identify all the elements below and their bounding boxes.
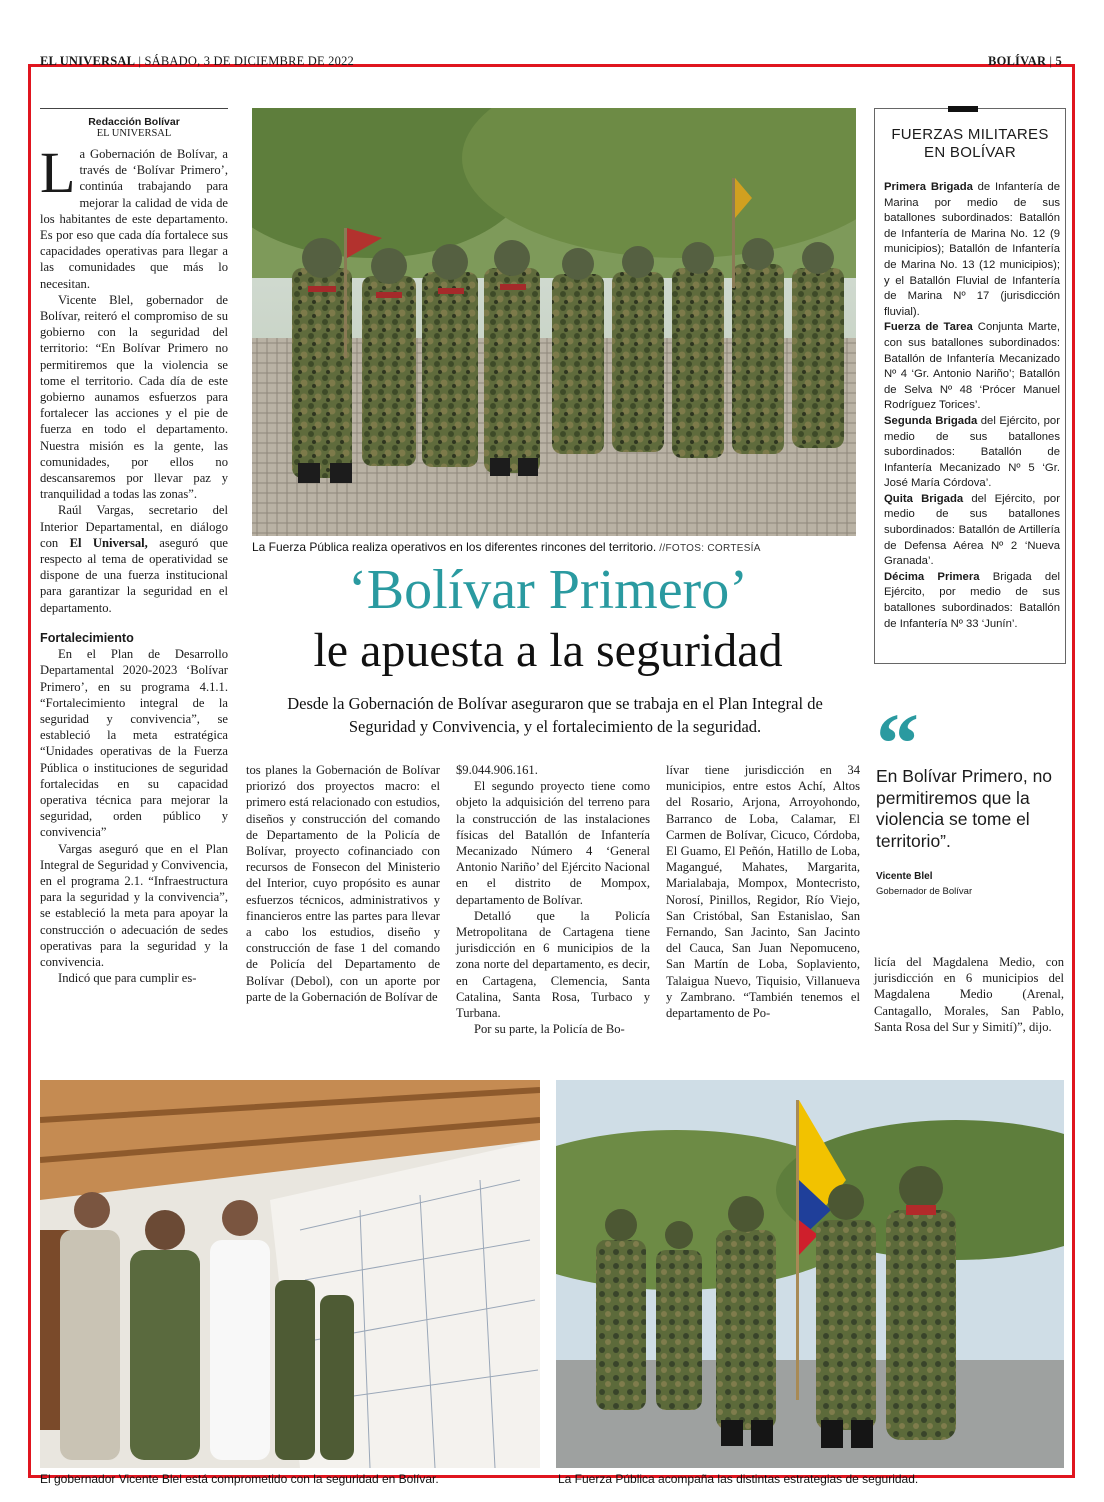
sidebar-item: Primera Brigada de Infantería de Marina por medio de sus batallones subordinados: Batallón de Infantería de Marina No. 12 (9 municipios); Batallón de Infantería de Marina No. 13 (12 municipios); y el Batallón Fluvial de Infantería de Marina Nº 17 (jurisdicción fluvial). — [884, 181, 1060, 318]
sidebar-tab — [948, 106, 978, 112]
paragraph: El segundo proyecto tiene como objeto la adquisición del terreno para la construcción de las instalaciones físicas del Batallón de Infantería Mecanizado Número 4 ‘General Antonio Nariño’ del Ejército Nacional en el distrito de Mompox, departamento de Bolívar. — [456, 779, 650, 907]
sidebar-body — [884, 180, 1060, 632]
paragraph: En el Plan de Desarrollo Departamental 2020-2023 ‘Bolívar Primero’, en su programa 4.1.1. “Fortalecimiento integral de la seguridad y convivencia”, se estableció la meta estratégica “Unidades operativas de la Fuerza Pública o instituciones de seguridad fortalecidas en su capacidad operativa técnica para mejorar la seguridad, orden público y convivencia” — [40, 647, 228, 840]
bottom-right-photo — [556, 1080, 1064, 1468]
headline-line-2: le apuesta a la seguridad — [313, 624, 783, 677]
paragraph: licía del Magdalena Medio, con jurisdicción en 6 municipios del Magdalena Medio (Arenal, Cantagallo, Morales, San Pablo, Santa Rosa del Sur y Simití)”, dijo. — [874, 955, 1064, 1034]
article-column-2 — [246, 762, 440, 1005]
paragraph: $9.044.906.161. — [456, 763, 538, 777]
article-column-5 — [874, 954, 1064, 1035]
paragraph: tos planes la Gobernación de Bolívar priorizó dos proyectos macro: el primero está relacionado con estudios, diseños y construcción del comando de Departamento de la Policía de Bolívar, proyecto cofinanciado con recursos de Fonsecon del Ministerio del Interior, cuyo propósito es aunar esfuerzos técnicos, administrativos y financieros entre las partes para llevar a cabo los estudios, diseño y construcción de fase 1 del comando de Policía del Departamento de Bolívar (Debol), con un aporte por parte de la Gobernación de Bolívar de — [246, 763, 440, 1004]
top-photo — [252, 108, 856, 536]
page-number: 5 — [1055, 54, 1062, 68]
top-photo-caption: La Fuerza Pública realiza operativos en los diferentes rincones del territorio. //FOTOS: CORTESÍA — [252, 540, 761, 554]
article-column-1 — [40, 140, 228, 986]
section-name: BOLÍVAR — [988, 54, 1047, 68]
sidebar-item: Décima Primera Brigada del Ejército, por medio de sus batallones subordinados: Batallón de Infantería Nº 33 ‘Junín’. — [884, 570, 1061, 630]
flag-bearer-image — [556, 1080, 1064, 1468]
lead-paragraph: La Gobernación de Bolívar, a través de ‘Bolívar Primero’, continúa trabajando para mejorar la calidad de vida de los habitantes de este departamento. Es por eso que cada día fortalece sus capacidades operativas para llegar a las comunidades que más lo necesitan. — [40, 140, 228, 291]
paragraph: Vargas aseguró que en el Plan Integral de Seguridad y Convivencia, en el programa 2.1. “Infraestructura para la seguridad y la convivencia”, se estableció la meta para apoyar la construcción o adecuación de sedes operativas para la seguridad y la convivencia. — [40, 841, 228, 969]
sidebar-item: Quita Brigada del Ejército, por medio de sus batallones subordinados: Batallón de Artillería de Defensa Aérea Nº 2 ‘Nueva Granada’. — [884, 492, 1060, 568]
paragraph: lívar tiene jurisdicción en 34 municipios, entre estos Achí, Altos del Rosario, Arjona, Arroyohondo, Barranco de Loba, Calamar, El Carmen de Bolívar, Cicuco, Córdoba, El Guamo, El Peñón, Hatillo de Loba, Magangué, Mahates, Margarita, Marialabaja, Mompox, Montecristo, Norosí, Pinillos, Regidor, Río Viejo, San Cristóbal, San Estanislao, San Fernando, San Jacinto, San Jacinto del Cauca, San Juan Nepomuceno, San Martín de Loba, Soplaviento, Talaigua Nuevo, Tiquisio, Villanueva y Zambrano. “También tenemos el departamento de Po- — [666, 763, 860, 1021]
paragraph: Por su parte, la Policía de Bo- — [474, 1022, 625, 1037]
article-column-3 — [456, 762, 650, 1037]
byline-author: Redacción Bolívar — [88, 116, 180, 128]
issue-date: SÁBADO, 3 DE DICIEMBRE DE 2022 — [144, 54, 354, 68]
sidebar-item: Segunda Brigada del Ejército, por medio de sus batallones subordinados: Batallón de Infantería Mecanizado Nº 5 ‘Gr. José María Córdova’. — [884, 414, 1060, 490]
paragraph: Detalló que la Policía Metropolitana de Cartagena tiene jurisdicción en 6 municipios de la zona norte del departamento, es decir, en Cartagena, Clemencia, Santa Catalina, Santa Rosa, Turbaco y Turbana. — [456, 908, 650, 1021]
headline-deck: Desde la Gobernación de Bolívar aseguraron que se trabaja en el Plan Integral de Seguridad y Convivencia, y el fortalecimiento de la seguridad. — [287, 694, 823, 736]
sidebar-title: FUERZAS MILITARES EN BOLÍVAR — [891, 126, 1049, 161]
pull-quote: En Bolívar Primero, no permitiremos que la violencia se tome el territorio”. — [876, 766, 1053, 851]
subhead: Fortalecimiento — [40, 630, 134, 645]
bottom-right-caption: La Fuerza Pública acompaña las distintas estrategias de seguridad. — [558, 1472, 919, 1486]
paper-name: EL UNIVERSAL — [40, 54, 136, 68]
governor-map-image — [40, 1080, 540, 1468]
soldiers-formation-image — [252, 108, 856, 536]
quote-author: Vicente Blel — [876, 871, 933, 882]
drop-cap: L — [40, 140, 76, 205]
paragraph: Raúl Vargas, secretario del Interior Departamental, en diálogo con El Universal, aseguró que respecto al tema de operatividad se dispone de una fuerza institucional para garantizar la seguridad en el departamento. — [40, 503, 228, 615]
bottom-left-caption: El gobernador Vicente Blel está comprometido con la seguridad en Bolívar. — [40, 1472, 439, 1486]
paragraph: Indicó que para cumplir es- — [58, 971, 197, 986]
bottom-left-photo — [40, 1080, 540, 1468]
article-column-4 — [666, 762, 860, 1021]
quote-author-role: Gobernador de Bolívar — [876, 886, 973, 897]
sidebar-item: Fuerza de Tarea Conjunta Marte, con sus batallones subordinados: Batallón de Infantería Mecanizado Nº 4 ‘Gr. Antonio Nariño’; Batallón de Selva Nº 48 ‘Prócer Manuel Rodríguez Torices’. — [884, 321, 1060, 412]
byline-rule — [40, 108, 228, 109]
headline-line-1: ‘Bolívar Primero’ — [348, 559, 748, 621]
photo-credit: //FOTOS: CORTESÍA — [656, 543, 761, 554]
byline-outlet: EL UNIVERSAL — [96, 128, 172, 139]
quote-mark-icon: “ — [876, 695, 919, 791]
page-header-left: EL UNIVERSAL | SÁBADO, 3 DE DICIEMBRE DE 2022 — [40, 54, 354, 68]
byline — [40, 116, 228, 140]
paragraph: Vicente Blel, gobernador de Bolívar, reiteró el compromiso de su gobierno con la seguridad del territorio: “En Bolívar Primero no permitiremos que la violencia se tome el territorio. Cada día de este gobierno aunamos esfuerzos para fortalecer las acciones y el pie de fuerza en todo el departamento. Nuestra misión es la gente, las comunidades, por ellos no descansaremos por llevar paz y tranquilidad a todas las zonas”. — [40, 292, 228, 502]
page-header-right: BOLÍVAR | 5 — [988, 54, 1062, 68]
